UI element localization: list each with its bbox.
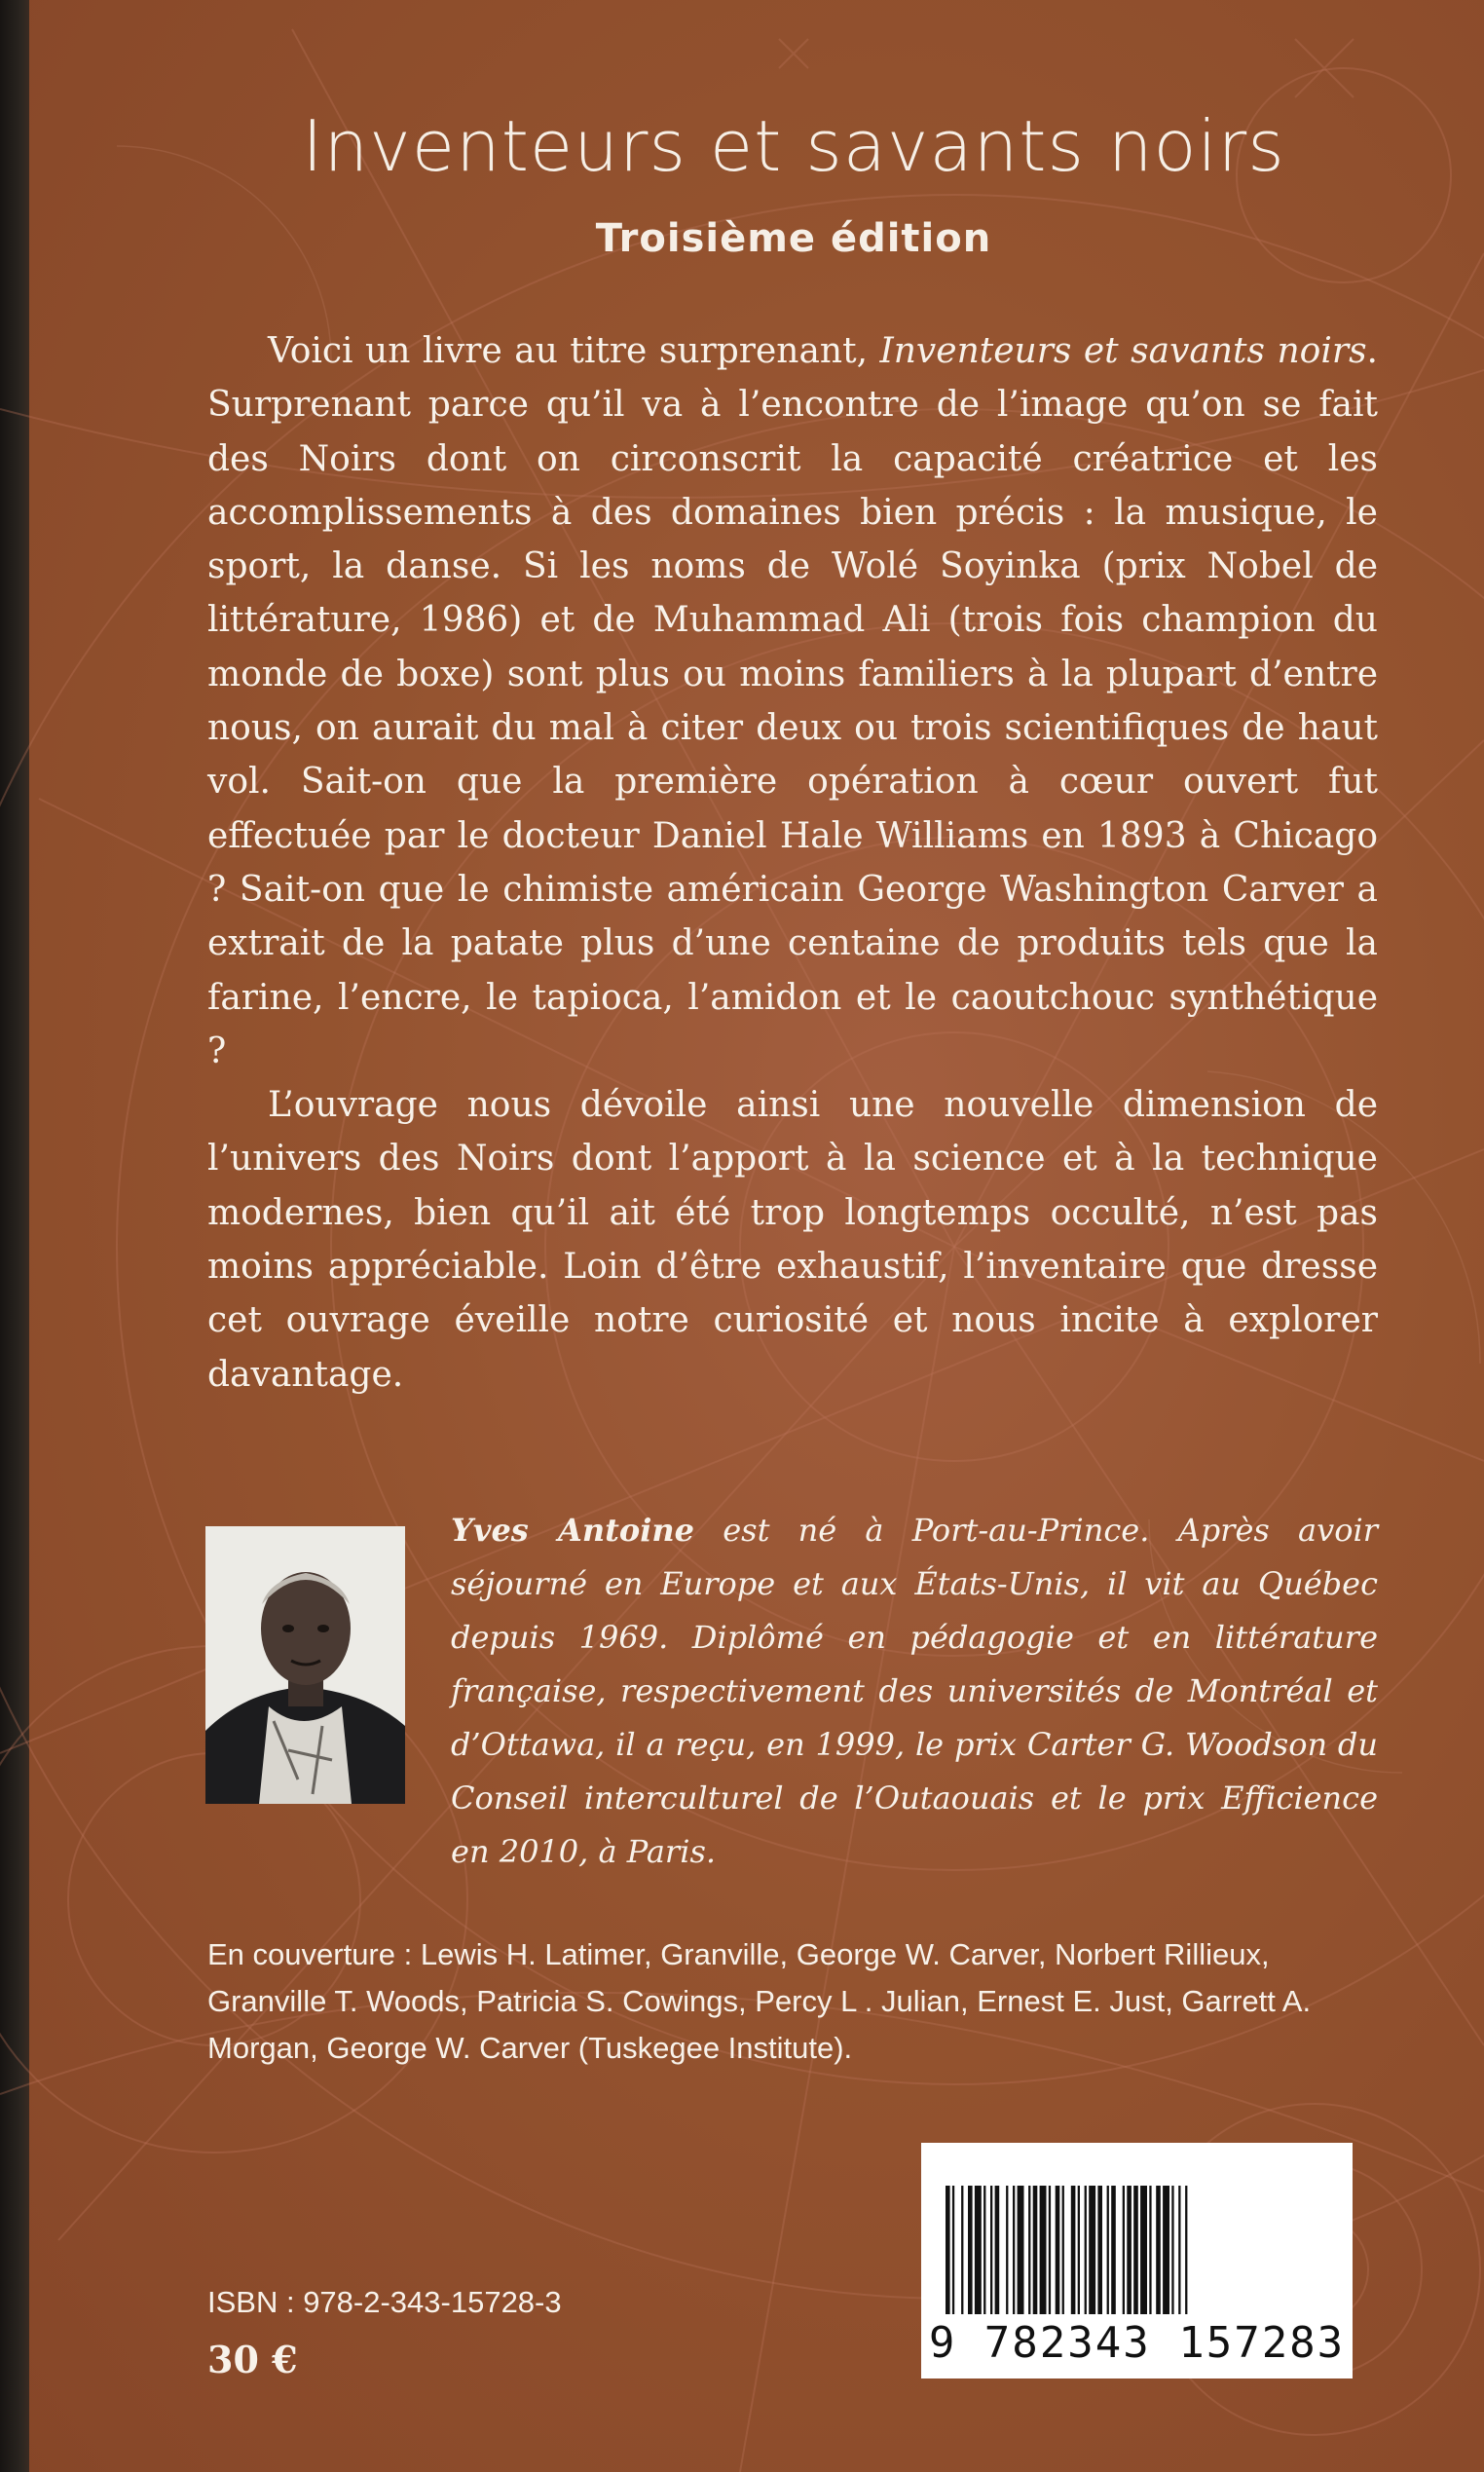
barcode-bar [1078, 2186, 1080, 2314]
barcode-bar [1156, 2186, 1161, 2314]
summary-paragraph-1 [207, 324, 1378, 1078]
barcode-bar [1028, 2186, 1030, 2314]
barcode-bar [1071, 2186, 1076, 2314]
barcode-bars [946, 2186, 1328, 2314]
edition-subtitle: Troisième édition [595, 216, 992, 261]
isbn-number: ISBN : 978-2-343-15728-3 [207, 2285, 562, 2319]
barcode-bar [1006, 2186, 1008, 2314]
barcode-bar [1171, 2186, 1173, 2314]
barcode-bar [1111, 2186, 1116, 2314]
barcode-bar [968, 2186, 973, 2314]
author-photo [205, 1526, 405, 1804]
barcode-bar [975, 2186, 982, 2314]
barcode-bar [1033, 2186, 1038, 2314]
barcode-bar [1018, 2186, 1024, 2314]
barcode-bar [946, 2186, 950, 2314]
barcode-bar [1140, 2186, 1147, 2314]
barcode-bar [1163, 2186, 1169, 2314]
author-biography [451, 1504, 1378, 1879]
summary-text: Voici un livre au titre surprenant, [268, 331, 880, 371]
author-name: Yves Antoine [451, 1512, 694, 1549]
barcode-bar [995, 2186, 1000, 2314]
author-bio-text: est né à Port-au-Prince. Après avoir séjourné en Europe et aux États-Unis, il vit au Québec depuis 1969. Diplômé en pédagogie et en littérature française, respectivement des universités de Montréal et d’Ottawa, il a reçu, en 1999, le prix Carter G. Woodson du Conseil interculturel de l’Outaouais et le prix Efficience en 2010, à Paris. [451, 1512, 1379, 1870]
cover-photo-credits: En couverture : Lewis H. Latimer, Granville, George W. Carver, Norbert Rillieux, Granville T. Woods, Patricia S. Cowings, Percy L . Julian, Ernest E. Just, Garrett A. Morgan, George W. Carver (Tuskegee Institute). [207, 1937, 1312, 2065]
barcode-bar [1089, 2186, 1095, 2314]
barcode-bar [990, 2186, 992, 2314]
barcode-bar [1127, 2186, 1132, 2314]
barcode-bar [1056, 2186, 1060, 2314]
barcode-bar [952, 2186, 954, 2314]
book-title: Inventeurs et savants noirs [302, 105, 1285, 187]
summary-title-italic: Inventeurs et savants noirs [879, 331, 1367, 371]
barcode-bar [1123, 2186, 1125, 2314]
summary-text: . Surprenant parce qu’il va à l’encontre de l’image qu’on se fait des Noirs dont on circonscrit la capacité créatrice et les accomplissements à des domaines bien précis : la musique, le sport, la danse. Si les noms de Wolé Soyinka (prix Nobel de littérature, 1986) et de Muhammad Ali (trois fois champion du monde de boxe) sont plus ou moins familiers à la plupart d’entre nous, on aurait du mal à citer deux ou trois scientifiques de haut vol. Sait-on que la première opération à cœur ouvert fut effectuée par le docteur Daniel Hale Williams en 1893 à Chicago ? Sait-on que le chimiste américain George Washington Carver a extrait de la patate plus d’une centaine de produits tels que la farine, l’encre, le tapioca, l’amidon et le caoutchouc synthétique ? [207, 331, 1378, 1071]
barcode-bar [1185, 2186, 1187, 2314]
barcode-bar [1040, 2186, 1047, 2314]
barcode-bar [1097, 2186, 1102, 2314]
barcode-digits: 9 782343 157283 [928, 2318, 1346, 2368]
barcode-bar [1013, 2186, 1015, 2314]
isbn-barcode [921, 2143, 1353, 2378]
barcode-bar [1085, 2186, 1087, 2314]
barcode-bar [1049, 2186, 1051, 2314]
barcode-bar [1149, 2186, 1151, 2314]
barcode-bar [1178, 2186, 1180, 2314]
price: 30 € [207, 2338, 298, 2381]
author-portrait-image [205, 1526, 405, 1804]
barcode-bar [1133, 2186, 1138, 2314]
barcode-bar [1062, 2186, 1064, 2314]
book-summary [207, 324, 1378, 1402]
barcode-bar [983, 2186, 985, 2314]
barcode-bar [1107, 2186, 1109, 2314]
summary-paragraph-2: L’ouvrage nous dévoile ainsi une nouvelle dimension de l’univers des Noirs dont l’apport à la science et à la technique modernes, bien qu’il ait été trop longtemps occulté, n’est pas moins appréciable. Loin d’être exhaustif, l’inventaire que dresse cet ouvrage éveille notre curiosité et nous incite à explorer davantage. [207, 1085, 1378, 1395]
barcode-bar [961, 2186, 963, 2314]
